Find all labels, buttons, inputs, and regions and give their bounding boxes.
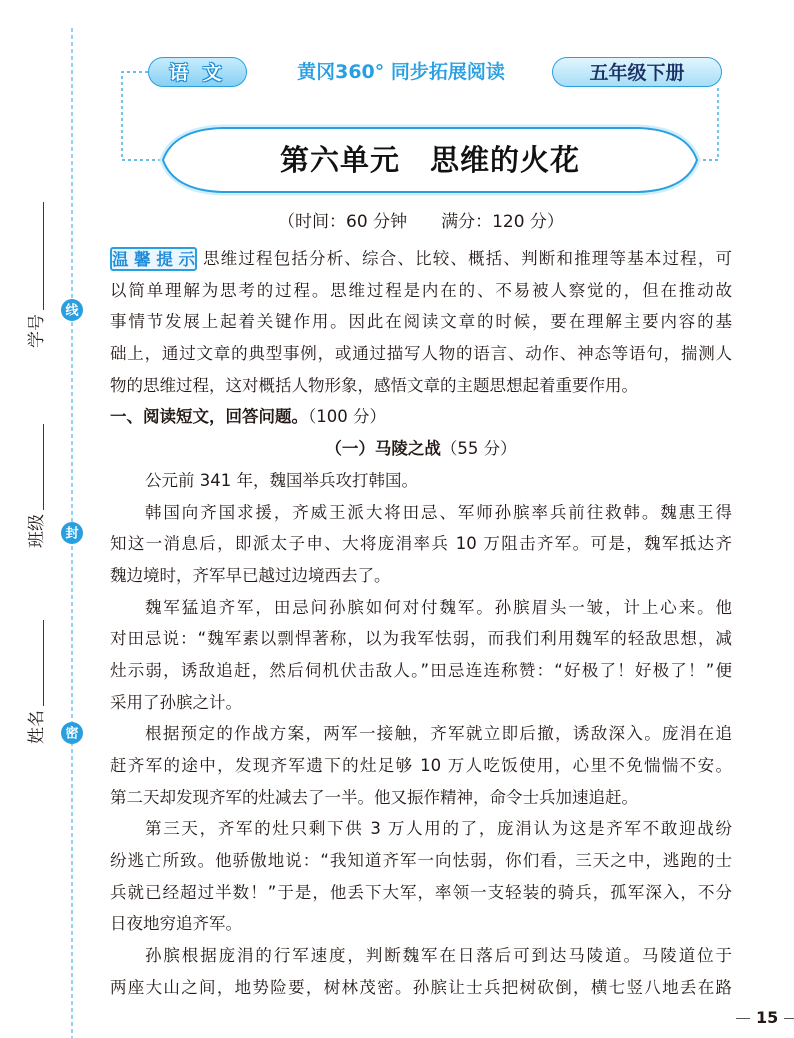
seal-mark-line bbox=[61, 299, 83, 321]
tip-line bbox=[110, 243, 732, 275]
name-blank-line bbox=[43, 620, 44, 706]
class-blank-line bbox=[43, 424, 44, 510]
series-title: 黄冈360° 同步拓展阅读 bbox=[297, 61, 505, 83]
passage-line: 日夜地穷追齐军。 bbox=[110, 914, 242, 934]
passage-line: 孙膑根据庞涓的行军速度，判断魏军在日落后可到达马陵道。马陵道位于 bbox=[145, 946, 732, 966]
page-number-value: 15 bbox=[756, 1008, 779, 1027]
passage-score: （55 分） bbox=[440, 439, 517, 459]
class-field bbox=[27, 424, 47, 548]
page-number bbox=[736, 1007, 794, 1029]
tip-line: 事情节发展上起着关键作用。因此在阅读文章的时候，要在理解主要内容的基 bbox=[110, 312, 732, 332]
passage-line: 采用了孙膑之计。 bbox=[110, 692, 242, 712]
passage-line: 纷逃亡所致。他骄傲地说：“我知道齐军一向怯弱，你们看，三天之中，逃跑的士 bbox=[110, 851, 732, 871]
passage-line: 魏军猛追齐军，田忌问孙膑如何对付魏军。孙膑眉头一皱，计上心来。他 bbox=[145, 597, 732, 617]
name-label: 姓名 bbox=[27, 710, 47, 744]
header-right-dashed-frame bbox=[694, 88, 718, 160]
passage-line: 对田忌说：“魏军素以剽悍著称，以为我军怯弱，而我们利用魏军的轻敌思想，减 bbox=[110, 629, 732, 649]
unit-title: 第六单元 思维的火花 bbox=[279, 143, 580, 177]
passage-line: 兵就已经超过半数！”于是，他丢下大军，率领一支轻装的骑兵，孤军深入，不分 bbox=[110, 882, 732, 902]
tip-line: 以简单理解为思考的过程。思维过程是内在的、不易被人察觉的，但在推动故 bbox=[110, 280, 732, 300]
page-number-dash bbox=[784, 1018, 794, 1019]
exam-info: （时间：60 分钟 满分：120 分） bbox=[278, 212, 564, 232]
name-field bbox=[27, 620, 47, 744]
subject-pill: 语 文 bbox=[148, 57, 247, 87]
page-content bbox=[110, 243, 732, 1004]
passage-line: 魏边境时，齐军早已越过边境西去了。 bbox=[110, 565, 391, 585]
section-title: 一、阅读短文，回答问题。 bbox=[110, 407, 308, 427]
student-id-blank-line bbox=[43, 202, 44, 310]
section-score: （100 分） bbox=[308, 407, 386, 427]
passage-line: 灶示弱，诱敌追赶，然后伺机伏击敌人。”田忌连连称赞：“好极了！好极了！”便 bbox=[110, 660, 732, 680]
section-heading bbox=[110, 401, 732, 433]
passage-title: （一）马陵之战 bbox=[325, 439, 441, 459]
seal-mark-label: 线 bbox=[65, 303, 79, 319]
seal-mark-secret bbox=[61, 722, 83, 744]
passage-line: 两座大山之间，地势险要，树林茂密。孙膑让士兵把树砍倒，横七竖八地丢在路 bbox=[110, 977, 732, 997]
passage-line: 第二天却发现齐军的灶减去了一半。他又振作精神，命令士兵加速追赶。 bbox=[110, 787, 638, 807]
passage-line: 赶齐军的途中，发现齐军遗下的灶足够 10 万人吃饭使用，心里不免惴惴不安。 bbox=[110, 756, 732, 775]
passage-line: 第三天，齐军的灶只剩下供 3 万人用的了，庞涓认为这是齐军不敢迎战纷 bbox=[145, 819, 732, 839]
grade-pill: 五年级下册 bbox=[552, 57, 722, 87]
tip-line: 物的思维过程，这对概括人物形象，感悟文章的主题思想起着重要作用。 bbox=[110, 375, 638, 395]
passage-heading bbox=[110, 433, 732, 465]
passage-line: 根据预定的作战方案，两军一接触，齐军就立即后撤，诱敌深入。庞涓在追 bbox=[145, 724, 732, 744]
student-id-label: 学号 bbox=[27, 314, 47, 348]
tip-text: 思维过程包括分析、综合、比较、概括、判断和推理等基本过程，可 bbox=[203, 249, 732, 268]
class-label: 班级 bbox=[27, 514, 47, 548]
passage-line: 知这一消息后，即派太子申、大将庞涓率兵 10 万阻击齐军。可是，魏军抵达齐 bbox=[110, 534, 732, 554]
student-id-field bbox=[27, 202, 47, 348]
tip-line: 础上，通过文章的典型事例，或通过描写人物的语言、动作、神态等语句，揣测人 bbox=[110, 344, 732, 364]
passage-line: 公元前 341 年，魏国举兵攻打韩国。 bbox=[145, 470, 418, 490]
seal-mark-label: 封 bbox=[65, 526, 79, 542]
seal-mark-seal bbox=[61, 522, 83, 544]
seal-mark-label: 密 bbox=[65, 726, 79, 742]
tip-badge: 温馨提示 bbox=[110, 247, 197, 271]
passage-line: 韩国向齐国求援，齐威王派大将田忌、军师孙膑率兵前往救韩。魏惠王得 bbox=[145, 502, 732, 522]
page-number-dash bbox=[736, 1018, 750, 1019]
